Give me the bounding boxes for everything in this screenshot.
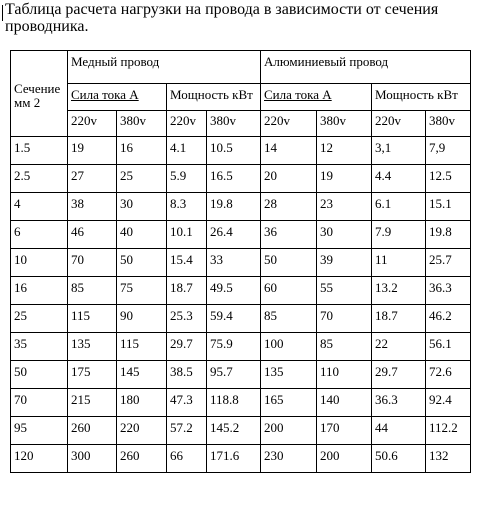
- copper-power-header: Мощность кВт: [167, 84, 261, 111]
- table-cell: 47.3: [167, 389, 207, 417]
- table-cell: 56.1: [426, 333, 471, 361]
- table-cell: 112.2: [426, 417, 471, 445]
- table-cell: 100: [261, 333, 317, 361]
- table-cell: 19: [317, 165, 372, 193]
- table-cell: 260: [117, 445, 167, 473]
- table-cell: 10.1: [167, 221, 207, 249]
- table-cell: 29.7: [167, 333, 207, 361]
- section-cell: 1.5: [11, 137, 68, 165]
- table-cell: 50: [261, 249, 317, 277]
- table-cell: 46.2: [426, 305, 471, 333]
- voltage-header-cell: 220v: [68, 111, 117, 137]
- table-cell: 49.5: [207, 277, 261, 305]
- table-cell: 70: [317, 305, 372, 333]
- aluminum-current-header: Сила тока А: [261, 84, 372, 111]
- table-cell: 25: [117, 165, 167, 193]
- text-cursor: [2, 5, 3, 21]
- section-cell: 50: [11, 361, 68, 389]
- table-cell: 27: [68, 165, 117, 193]
- table-cell: 19.8: [207, 193, 261, 221]
- copper-group-header: Медный провод: [68, 51, 261, 84]
- document-title: Таблица расчета нагрузки на провода в зависимости от сечения проводника.: [5, 1, 439, 35]
- table-cell: 20: [261, 165, 317, 193]
- table-cell: 30: [317, 221, 372, 249]
- table-cell: 60: [261, 277, 317, 305]
- table-cell: 11: [372, 249, 426, 277]
- table-cell: 30: [117, 193, 167, 221]
- voltage-header-cell: 380v: [207, 111, 261, 137]
- table-cell: 200: [317, 445, 372, 473]
- table-cell: 22: [372, 333, 426, 361]
- aluminum-power-header: Мощность кВт: [372, 84, 471, 111]
- table-cell: 7.9: [372, 221, 426, 249]
- table-cell: 40: [117, 221, 167, 249]
- table-cell: 15.4: [167, 249, 207, 277]
- table-cell: 19.8: [426, 221, 471, 249]
- table-cell: 38.5: [167, 361, 207, 389]
- aluminum-group-header: Алюминиевый провод: [261, 51, 471, 84]
- section-cell: 4: [11, 193, 68, 221]
- table-cell: 135: [68, 333, 117, 361]
- table-cell: 220: [117, 417, 167, 445]
- table-cell: 135: [261, 361, 317, 389]
- section-cell: 2.5: [11, 165, 68, 193]
- table-cell: 18.7: [167, 277, 207, 305]
- table-cell: 132: [426, 445, 471, 473]
- table-cell: 3,1: [372, 137, 426, 165]
- voltage-header-cell: 220v: [372, 111, 426, 137]
- table-cell: 92.4: [426, 389, 471, 417]
- section-cell: 16: [11, 277, 68, 305]
- table-row: [11, 137, 471, 165]
- section-cell: 120: [11, 445, 68, 473]
- table-cell: 28: [261, 193, 317, 221]
- table-cell: 15.1: [426, 193, 471, 221]
- table-cell: 230: [261, 445, 317, 473]
- voltage-header-cell: 380v: [117, 111, 167, 137]
- table-cell: 13.2: [372, 277, 426, 305]
- table-row: [11, 389, 471, 417]
- table-cell: 171.6: [207, 445, 261, 473]
- table-cell: 165: [261, 389, 317, 417]
- section-cell: 95: [11, 417, 68, 445]
- table-cell: 85: [261, 305, 317, 333]
- section-cell: 35: [11, 333, 68, 361]
- table-cell: 46: [68, 221, 117, 249]
- table-cell: 215: [68, 389, 117, 417]
- table-cell: 39: [317, 249, 372, 277]
- voltage-header-row: [11, 111, 471, 137]
- table-cell: 170: [317, 417, 372, 445]
- table-cell: 19: [68, 137, 117, 165]
- table-cell: 7,9: [426, 137, 471, 165]
- table-cell: 14: [261, 137, 317, 165]
- section-cell: 10: [11, 249, 68, 277]
- table-cell: 200: [261, 417, 317, 445]
- group-header-row: [11, 51, 471, 84]
- table-cell: 44: [372, 417, 426, 445]
- table-row: [11, 445, 471, 473]
- table-row: [11, 277, 471, 305]
- table-row: [11, 193, 471, 221]
- table-cell: 175: [68, 361, 117, 389]
- table-cell: 140: [317, 389, 372, 417]
- table-cell: 115: [68, 305, 117, 333]
- table-cell: 12.5: [426, 165, 471, 193]
- voltage-header-cell: 380v: [426, 111, 471, 137]
- table-cell: 4.1: [167, 137, 207, 165]
- table-cell: 59.4: [207, 305, 261, 333]
- table-cell: 50.6: [372, 445, 426, 473]
- table-cell: 110: [317, 361, 372, 389]
- copper-current-header: Сила тока А: [68, 84, 167, 111]
- table-cell: 25.7: [426, 249, 471, 277]
- table-cell: 33: [207, 249, 261, 277]
- table-cell: 5.9: [167, 165, 207, 193]
- table-cell: 16: [117, 137, 167, 165]
- section-header: Сечение мм 2: [11, 51, 68, 137]
- table-cell: 75.9: [207, 333, 261, 361]
- table-cell: 95.7: [207, 361, 261, 389]
- table-cell: 23: [317, 193, 372, 221]
- voltage-header-cell: 220v: [261, 111, 317, 137]
- table-cell: 260: [68, 417, 117, 445]
- wire-load-table: [10, 50, 471, 473]
- table-cell: 29.7: [372, 361, 426, 389]
- table-row: [11, 165, 471, 193]
- table-cell: 36.3: [426, 277, 471, 305]
- table-cell: 26.4: [207, 221, 261, 249]
- table-cell: 70: [68, 249, 117, 277]
- table-cell: 36.3: [372, 389, 426, 417]
- table-row: [11, 417, 471, 445]
- table-cell: 66: [167, 445, 207, 473]
- table-cell: 18.7: [372, 305, 426, 333]
- table-cell: 75: [117, 277, 167, 305]
- voltage-header-cell: 220v: [167, 111, 207, 137]
- table-row: [11, 333, 471, 361]
- section-cell: 70: [11, 389, 68, 417]
- table-cell: 10.5: [207, 137, 261, 165]
- table-cell: 8.3: [167, 193, 207, 221]
- table-cell: 90: [117, 305, 167, 333]
- table-cell: 118.8: [207, 389, 261, 417]
- table-row: [11, 221, 471, 249]
- voltage-header-cell: 380v: [317, 111, 372, 137]
- table-cell: 4.4: [372, 165, 426, 193]
- table-row: [11, 249, 471, 277]
- table-cell: 38: [68, 193, 117, 221]
- table-cell: 180: [117, 389, 167, 417]
- table-cell: 85: [317, 333, 372, 361]
- table-cell: 12: [317, 137, 372, 165]
- table-cell: 36: [261, 221, 317, 249]
- table-cell: 300: [68, 445, 117, 473]
- table-row: [11, 305, 471, 333]
- table-row: [11, 361, 471, 389]
- section-cell: 25: [11, 305, 68, 333]
- table-cell: 16.5: [207, 165, 261, 193]
- table-cell: 85: [68, 277, 117, 305]
- table-cell: 115: [117, 333, 167, 361]
- table-cell: 72.6: [426, 361, 471, 389]
- section-cell: 6: [11, 221, 68, 249]
- table-cell: 145.2: [207, 417, 261, 445]
- table-cell: 55: [317, 277, 372, 305]
- subheader-row: [11, 84, 471, 111]
- table-cell: 50: [117, 249, 167, 277]
- table-cell: 6.1: [372, 193, 426, 221]
- table-cell: 25.3: [167, 305, 207, 333]
- table-cell: 57.2: [167, 417, 207, 445]
- table-cell: 145: [117, 361, 167, 389]
